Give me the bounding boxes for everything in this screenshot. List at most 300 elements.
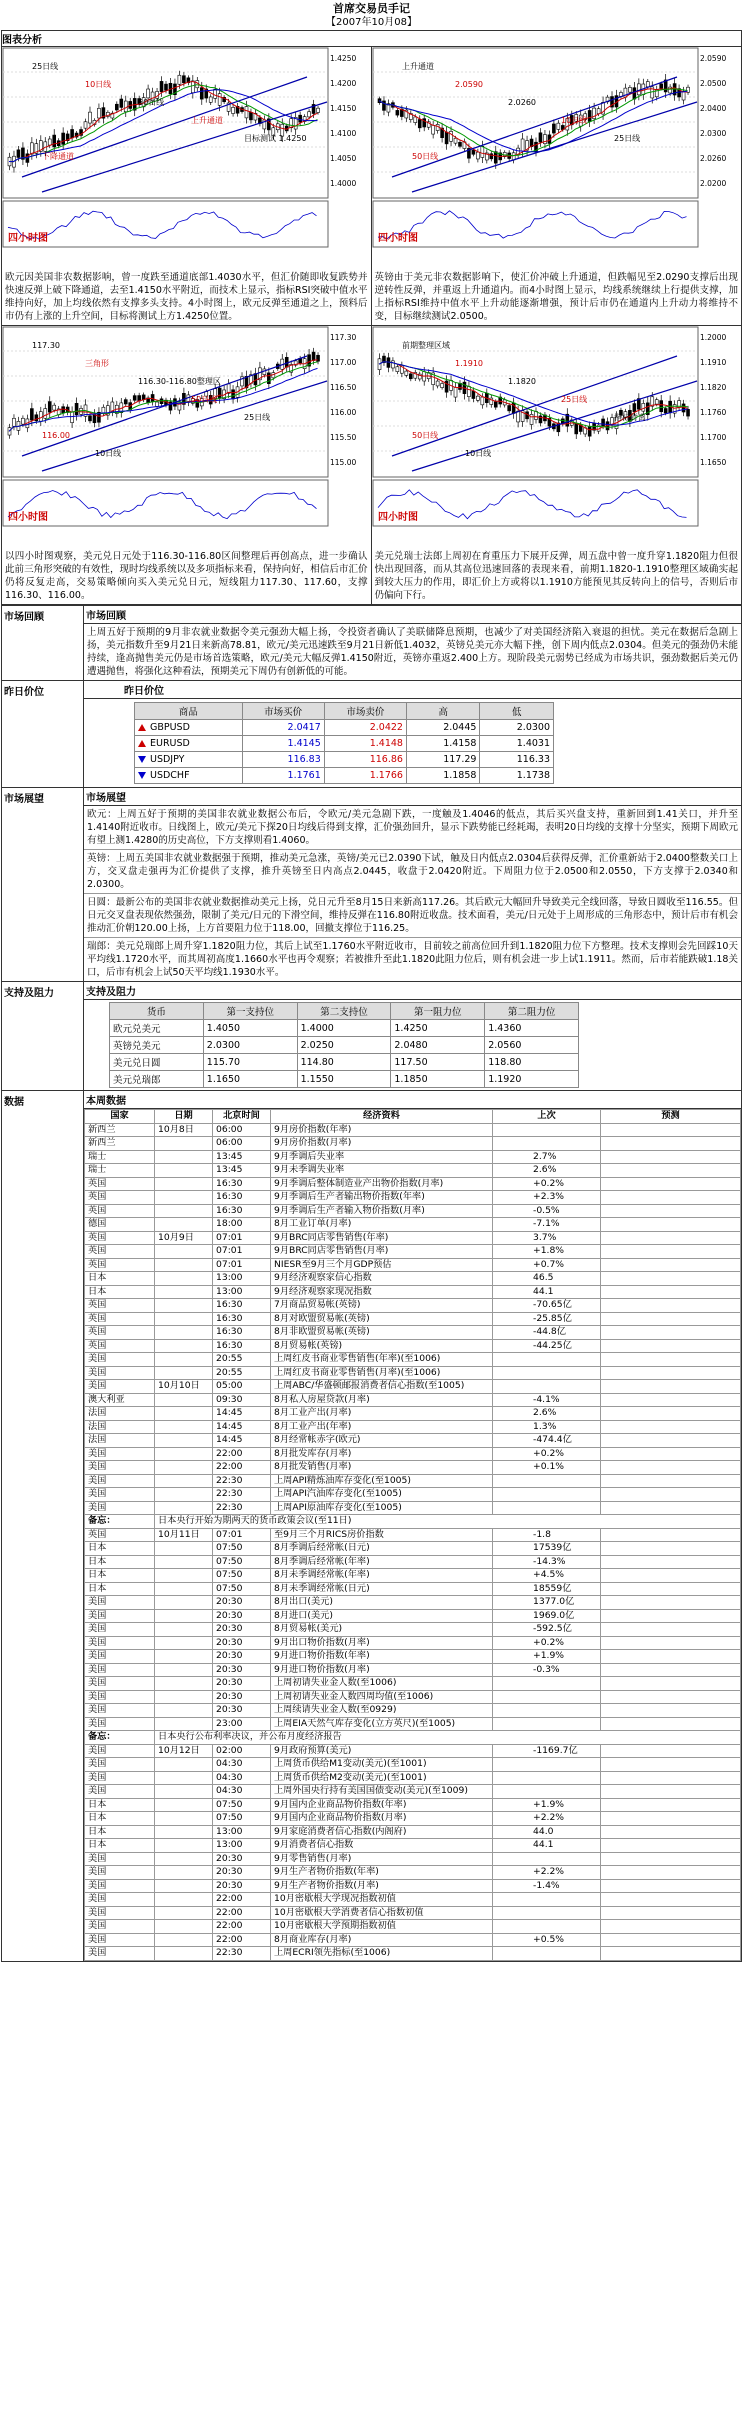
week-time: 20:30 [213, 1636, 271, 1650]
week-country: 新西兰 [85, 1123, 155, 1137]
week-time: 22:00 [213, 1461, 271, 1475]
week-col: 预测 [601, 1110, 741, 1124]
week-indicator: 上周货币供给M1变动(美元)(至1001) [271, 1758, 493, 1772]
week-time: 20:55 [213, 1366, 271, 1380]
label-market-review: 市场回顾 [2, 606, 84, 681]
week-forecast [601, 1758, 741, 1772]
week-row [85, 1677, 741, 1691]
price-tick: 1.4250 [330, 54, 357, 63]
week-previous: +2.3% [493, 1191, 601, 1205]
week-table [84, 1109, 741, 1961]
week-indicator: 9月进口物价指数(月率) [271, 1663, 493, 1677]
week-country: 美国 [85, 1920, 155, 1934]
week-indicator: 9月季调后失业率 [271, 1150, 493, 1164]
price-tick: 1.1650 [699, 458, 726, 467]
week-forecast [601, 1798, 741, 1812]
week-date [155, 1339, 213, 1353]
week-date [155, 1717, 213, 1731]
week-previous: 3.7% [493, 1231, 601, 1245]
week-date [155, 1947, 213, 1961]
week-row [85, 1933, 741, 1947]
sr-value: 1.1920 [485, 1071, 579, 1088]
week-time: 07:01 [213, 1245, 271, 1259]
week-row [85, 1947, 741, 1961]
week-country: 美国 [85, 1866, 155, 1880]
week-country: 英国 [85, 1299, 155, 1313]
chart-annotation: 25日线 [244, 413, 271, 422]
sr-value: 118.80 [485, 1054, 579, 1071]
week-country: 英国 [85, 1528, 155, 1542]
week-row [85, 1407, 741, 1421]
week-previous [493, 1488, 601, 1502]
outlook-paragraph: 欧元：上周五好于预期的美国非农就业数据公布后，令欧元/美元急剧下跌，一度触及1.4046的低点，其后买兴盘支持，重新回到1.41关口，并升至1.4140附近收市。日线图上，欧元/美元下探20日均线后得到支撑，汇价强劲回升，显示下跌势能已经耗竭，表明20日均线的支撑十分坚实，预期下周欧元有望上测1.4280的历史高位，下方支撑则看1.4060。 [84, 806, 741, 850]
quote-high: 1.4158 [406, 736, 479, 752]
week-indicator: 9月季调后整体制造业产出物价指数(月率) [271, 1177, 493, 1191]
price-tick: 1.4100 [330, 129, 357, 138]
week-previous [493, 1893, 601, 1907]
week-time: 14:45 [213, 1420, 271, 1434]
week-previous: 44.0 [493, 1825, 601, 1839]
week-forecast [601, 1906, 741, 1920]
week-previous [493, 1771, 601, 1785]
week-previous: +2.2% [493, 1866, 601, 1880]
week-country: 美国 [85, 1690, 155, 1704]
week-row [85, 1798, 741, 1812]
chart-annotation: 1.1910 [454, 359, 483, 368]
week-time: 20:30 [213, 1677, 271, 1691]
down-arrow-icon [138, 756, 146, 763]
chart-annotation: 10日线 [85, 80, 112, 89]
week-indicator: 上周外国央行持有美国国债变动(美元)(至1009) [271, 1785, 493, 1799]
week-time: 16:30 [213, 1326, 271, 1340]
week-date [155, 1501, 213, 1515]
week-country: 美国 [85, 1353, 155, 1367]
week-row [85, 1731, 741, 1745]
sr-col: 第一阻力位 [391, 1003, 485, 1020]
week-indicator: 上周ECRI领先指标(至1006) [271, 1947, 493, 1961]
week-time: 07:50 [213, 1798, 271, 1812]
week-row [85, 1528, 741, 1542]
week-date: 10月9日 [155, 1231, 213, 1245]
week-forecast [601, 1488, 741, 1502]
week-previous [493, 1920, 601, 1934]
week-date [155, 1920, 213, 1934]
week-previous: 1.3% [493, 1420, 601, 1434]
week-time: 20:30 [213, 1663, 271, 1677]
week-row [85, 1744, 741, 1758]
label-support: 支持及阻力 [2, 982, 84, 1091]
week-forecast [601, 1245, 741, 1259]
chart-annotation: 50日线 [411, 431, 438, 440]
chart-grid [2, 47, 741, 605]
week-previous: +0.5% [493, 1933, 601, 1947]
week-country: 美国 [85, 1852, 155, 1866]
price-tick: 2.0590 [699, 54, 726, 63]
chart-annotation: 50日线 [138, 98, 165, 107]
week-indicator: 8月季调后经常帐(日元) [271, 1542, 493, 1556]
price-tick: 2.0260 [699, 154, 726, 163]
sr-value: 115.70 [203, 1054, 297, 1071]
week-row [85, 1245, 741, 1259]
week-date [155, 1204, 213, 1218]
week-previous: +0.2% [493, 1447, 601, 1461]
week-date [155, 1906, 213, 1920]
week-forecast [601, 1177, 741, 1191]
week-row [85, 1906, 741, 1920]
week-country: 美国 [85, 1474, 155, 1488]
quotes-heading: 昨日价位 [84, 681, 741, 699]
week-country: 美国 [85, 1663, 155, 1677]
week-country: 德国 [85, 1218, 155, 1232]
sr-value: 1.4250 [391, 1020, 485, 1037]
week-time: 04:30 [213, 1758, 271, 1772]
week-previous [493, 1690, 601, 1704]
week-row [85, 1650, 741, 1664]
week-row [85, 1704, 741, 1718]
week-previous: -1.8 [493, 1528, 601, 1542]
price-tick: 2.0300 [699, 129, 726, 138]
week-previous [493, 1677, 601, 1691]
week-forecast [601, 1839, 741, 1853]
price-tick: 1.1820 [699, 383, 726, 392]
week-forecast [601, 1717, 741, 1731]
week-country: 美国 [85, 1744, 155, 1758]
week-row [85, 1474, 741, 1488]
week-country: 美国 [85, 1677, 155, 1691]
quote-high: 117.29 [406, 752, 479, 768]
review-heading: 市场回顾 [84, 606, 741, 624]
week-forecast [601, 1447, 741, 1461]
week-indicator: 8月贸易帐(美元) [271, 1623, 493, 1637]
week-time: 22:00 [213, 1906, 271, 1920]
week-row [85, 1339, 741, 1353]
week-time: 20:30 [213, 1704, 271, 1718]
week-row [85, 1771, 741, 1785]
week-date [155, 1677, 213, 1691]
quotes-table [134, 702, 554, 784]
week-row [85, 1717, 741, 1731]
week-country: 瑞士 [85, 1164, 155, 1178]
week-forecast [601, 1947, 741, 1961]
week-time: 07:50 [213, 1555, 271, 1569]
week-forecast [601, 1366, 741, 1380]
memo-text: 日本央行公布利率决议，并公布月度经济报告 [155, 1731, 741, 1745]
week-country: 日本 [85, 1582, 155, 1596]
sr-col: 第二支持位 [297, 1003, 391, 1020]
sr-value: 117.50 [391, 1054, 485, 1071]
week-indicator: 9月季调后生产者输入物价指数(月率) [271, 1204, 493, 1218]
sr-row [110, 1037, 579, 1054]
week-time: 20:30 [213, 1596, 271, 1610]
week-time: 20:30 [213, 1852, 271, 1866]
sr-value: 1.1550 [297, 1071, 391, 1088]
week-date [155, 1596, 213, 1610]
week-country: 澳大利亚 [85, 1393, 155, 1407]
week-country: 日本 [85, 1555, 155, 1569]
price-tick: 1.4200 [330, 79, 357, 88]
week-time: 16:30 [213, 1312, 271, 1326]
week-date [155, 1650, 213, 1664]
week-row [85, 1920, 741, 1934]
week-time: 13:00 [213, 1839, 271, 1853]
week-country: 美国 [85, 1758, 155, 1772]
week-forecast [601, 1339, 741, 1353]
timeframe-tag: 四小时图 [377, 233, 418, 244]
week-previous: 1969.0亿 [493, 1609, 601, 1623]
week-row [85, 1447, 741, 1461]
week-date [155, 1393, 213, 1407]
week-previous: -44.25亿 [493, 1339, 601, 1353]
week-country: 英国 [85, 1204, 155, 1218]
sr-value: 114.80 [297, 1054, 391, 1071]
week-time: 20:55 [213, 1353, 271, 1367]
week-country: 日本 [85, 1285, 155, 1299]
sr-value: 1.4050 [203, 1020, 297, 1037]
timeframe-tag: 四小时图 [377, 512, 418, 523]
chart-annotation: 25日线 [613, 134, 640, 143]
week-indicator: 9月生产者物价指数(年率) [271, 1866, 493, 1880]
quote-bid: 2.0417 [242, 720, 324, 736]
week-forecast [601, 1461, 741, 1475]
week-forecast [601, 1569, 741, 1583]
memo-label: 备忘： [85, 1731, 155, 1745]
week-indicator: 上周API精炼油库存变化(至1005) [271, 1474, 493, 1488]
week-time: 13:00 [213, 1272, 271, 1286]
week-previous: 46.5 [493, 1272, 601, 1286]
week-forecast [601, 1920, 741, 1934]
week-time: 16:30 [213, 1339, 271, 1353]
chart-gbp [372, 47, 742, 269]
week-date [155, 1798, 213, 1812]
week-previous: 2.7% [493, 1150, 601, 1164]
week-forecast [601, 1326, 741, 1340]
price-tick: 1.1700 [699, 433, 726, 442]
week-time: 16:30 [213, 1177, 271, 1191]
price-tick: 117.00 [330, 358, 357, 367]
week-row [85, 1825, 741, 1839]
week-row [85, 1434, 741, 1448]
week-forecast [601, 1663, 741, 1677]
chart-annotation: 目标测试 1.4250 [244, 134, 307, 143]
week-forecast [601, 1555, 741, 1569]
week-time: 13:45 [213, 1164, 271, 1178]
week-indicator: 8月对欧盟贸易帐(英镑) [271, 1312, 493, 1326]
week-date [155, 1663, 213, 1677]
week-country: 日本 [85, 1839, 155, 1853]
week-row [85, 1609, 741, 1623]
week-country: 美国 [85, 1501, 155, 1515]
price-tick: 116.00 [330, 408, 357, 417]
week-forecast [601, 1218, 741, 1232]
quotes-col: 低 [480, 703, 554, 720]
week-date [155, 1285, 213, 1299]
outlook-paragraph: 日圆：最新公布的美国非农就业数据推动美元上扬，兑日元升至8月15日来新高117.26。其后欧元大幅回升导致美元全线回落，导致日圆收至116.55。但日元交叉盘表现依然强劲，限制了美元/日元的下滑空间，维持反弹在116.80附近收盘。技术面看，美元/日元处于上周形成的三角形态中，预计后市有机会推动汇价朝120.00上扬，上方首要阻力位于118.00，回撤支撑位于116.25。 [84, 894, 741, 938]
price-tick: 115.50 [330, 433, 357, 442]
week-indicator: 9月生产者物价指数(月率) [271, 1879, 493, 1893]
week-row [85, 1231, 741, 1245]
week-forecast [601, 1285, 741, 1299]
week-previous: +0.1% [493, 1461, 601, 1475]
week-date [155, 1812, 213, 1826]
week-row [85, 1420, 741, 1434]
week-forecast [601, 1609, 741, 1623]
week-date [155, 1137, 213, 1151]
week-date [155, 1555, 213, 1569]
week-indicator: 9月零售销售(月率) [271, 1852, 493, 1866]
chart-cell-jpy [2, 326, 372, 605]
sr-row [110, 1054, 579, 1071]
up-arrow-icon [138, 740, 146, 747]
price-tick: 2.0500 [699, 79, 726, 88]
week-indicator: 8月进口(美元) [271, 1609, 493, 1623]
week-indicator: 8月未季调经常帐(日元) [271, 1582, 493, 1596]
week-date [155, 1893, 213, 1907]
week-country: 美国 [85, 1906, 155, 1920]
chart-annotation: 2.0260 [507, 98, 536, 107]
week-indicator: 9月经济观察家现况指数 [271, 1285, 493, 1299]
sr-col: 货币 [110, 1003, 204, 1020]
sr-value: 1.4360 [485, 1020, 579, 1037]
week-col: 上次 [493, 1110, 601, 1124]
label-market-outlook: 市场展望 [2, 788, 84, 982]
week-row [85, 1663, 741, 1677]
chart-annotation: 下降通道 [42, 152, 74, 161]
week-forecast [601, 1150, 741, 1164]
week-col: 国家 [85, 1110, 155, 1124]
week-forecast [601, 1393, 741, 1407]
price-tick: 115.00 [330, 458, 357, 467]
week-country: 英国 [85, 1191, 155, 1205]
week-time: 04:30 [213, 1771, 271, 1785]
week-country: 英国 [85, 1326, 155, 1340]
week-date [155, 1609, 213, 1623]
quotes-col: 市场买价 [242, 703, 324, 720]
week-row [85, 1285, 741, 1299]
week-date [155, 1852, 213, 1866]
week-forecast [601, 1542, 741, 1556]
week-time: 13:45 [213, 1150, 271, 1164]
week-time: 14:45 [213, 1434, 271, 1448]
week-forecast [601, 1353, 741, 1367]
week-forecast [601, 1137, 741, 1151]
week-time: 22:00 [213, 1920, 271, 1934]
week-time: 20:30 [213, 1690, 271, 1704]
chart-annotation: 10日线 [95, 449, 122, 458]
week-date [155, 1420, 213, 1434]
week-row [85, 1785, 741, 1799]
sr-value: 2.0250 [297, 1037, 391, 1054]
chart-cell-chf [372, 326, 742, 605]
week-indicator: 上周ABC/华盛顿邮报消费者信心指数(至1005) [271, 1380, 493, 1394]
sr-value: 1.1850 [391, 1071, 485, 1088]
week-row [85, 1393, 741, 1407]
week-forecast [601, 1744, 741, 1758]
week-previous: 17539亿 [493, 1542, 601, 1556]
week-time: 09:30 [213, 1393, 271, 1407]
outlook-body [84, 806, 741, 981]
week-date [155, 1569, 213, 1583]
week-previous: -474.4亿 [493, 1434, 601, 1448]
outlook-paragraph: 英镑：上周五美国非农就业数据强于预期，推动美元急涨，英镑/美元已2.0390下试，触及日内低点2.0304后获得反弹，汇价重新站于2.0400整数关口上方，交叉盘走强再为汇价提供了支撑，推升英镑至日内高点2.0445，收盘于2.0420附近。下周阻力位于2.0500和2.0550，下方支撑于2.0340和2.0300。 [84, 850, 741, 894]
week-row [85, 1893, 741, 1907]
week-country: 美国 [85, 1704, 155, 1718]
week-date [155, 1258, 213, 1272]
price-tick: 117.30 [330, 333, 357, 342]
week-country: 美国 [85, 1636, 155, 1650]
week-previous [493, 1123, 601, 1137]
chart-annotation: 10日线 [560, 116, 587, 125]
week-country: 日本 [85, 1272, 155, 1286]
week-time: 18:00 [213, 1218, 271, 1232]
week-country: 美国 [85, 1933, 155, 1947]
week-time: 07:01 [213, 1258, 271, 1272]
quotes-col: 市场卖价 [324, 703, 406, 720]
week-forecast [601, 1272, 741, 1286]
quote-ask: 1.4148 [324, 736, 406, 752]
week-date [155, 1839, 213, 1853]
week-forecast [601, 1407, 741, 1421]
week-date [155, 1879, 213, 1893]
week-date [155, 1150, 213, 1164]
week-date [155, 1164, 213, 1178]
week-time: 22:30 [213, 1474, 271, 1488]
week-row [85, 1758, 741, 1772]
quote-ask: 1.1766 [324, 768, 406, 784]
week-time: 04:30 [213, 1785, 271, 1799]
week-previous: 2.6% [493, 1164, 601, 1178]
week-forecast [601, 1812, 741, 1826]
week-row [85, 1879, 741, 1893]
timeframe-tag: 四小时图 [8, 512, 48, 523]
week-forecast [601, 1191, 741, 1205]
week-time: 06:00 [213, 1137, 271, 1151]
chart-annotation: 上升通道 [191, 116, 223, 125]
quote-low: 1.1738 [480, 768, 554, 784]
sr-table [109, 1002, 579, 1088]
week-indicator: 9月未季调失业率 [271, 1164, 493, 1178]
price-tick: 1.1910 [699, 358, 726, 367]
week-forecast [601, 1785, 741, 1799]
sr-value: 1.4000 [297, 1020, 391, 1037]
week-indicator: 9月房价指数(月率) [271, 1137, 493, 1151]
price-tick: 1.4000 [330, 179, 357, 188]
week-date: 10月11日 [155, 1528, 213, 1542]
week-indicator: 至9月三个月RICS房价指数 [271, 1528, 493, 1542]
week-row [85, 1312, 741, 1326]
week-date [155, 1866, 213, 1880]
week-indicator: 8月批发销售(月率) [271, 1461, 493, 1475]
week-row [85, 1218, 741, 1232]
week-time: 16:30 [213, 1191, 271, 1205]
week-row [85, 1582, 741, 1596]
week-indicator: 9月政府预算(美元) [271, 1744, 493, 1758]
week-indicator: 10月密歇根大学预期指数初值 [271, 1920, 493, 1934]
week-forecast [601, 1258, 741, 1272]
chart-eur [2, 47, 371, 269]
sr-value: 2.0300 [203, 1037, 297, 1054]
week-forecast [601, 1636, 741, 1650]
week-indicator: NIESR至9月三个月GDP预估 [271, 1258, 493, 1272]
week-previous [493, 1353, 601, 1367]
chart-text-jpy: 以四小时图观察，美元兑日元处于116.30-116.80区间整理后再创高点，进一步确认此前三角形突破的有效性，现时均线系统以及多项指标来看，保持向好，相信后市汇价仍将反复走高，交易策略倾向买入美元兑日元，短线阻力117.30、117.60，支撑116.30、116.00。 [5, 551, 368, 601]
week-forecast [601, 1771, 741, 1785]
week-date [155, 1785, 213, 1799]
report-title: 首席交易员手记 [333, 2, 410, 15]
quote-ask: 2.0422 [324, 720, 406, 736]
sr-col: 第一支持位 [203, 1003, 297, 1020]
week-date [155, 1933, 213, 1947]
week-country: 新西兰 [85, 1137, 155, 1151]
